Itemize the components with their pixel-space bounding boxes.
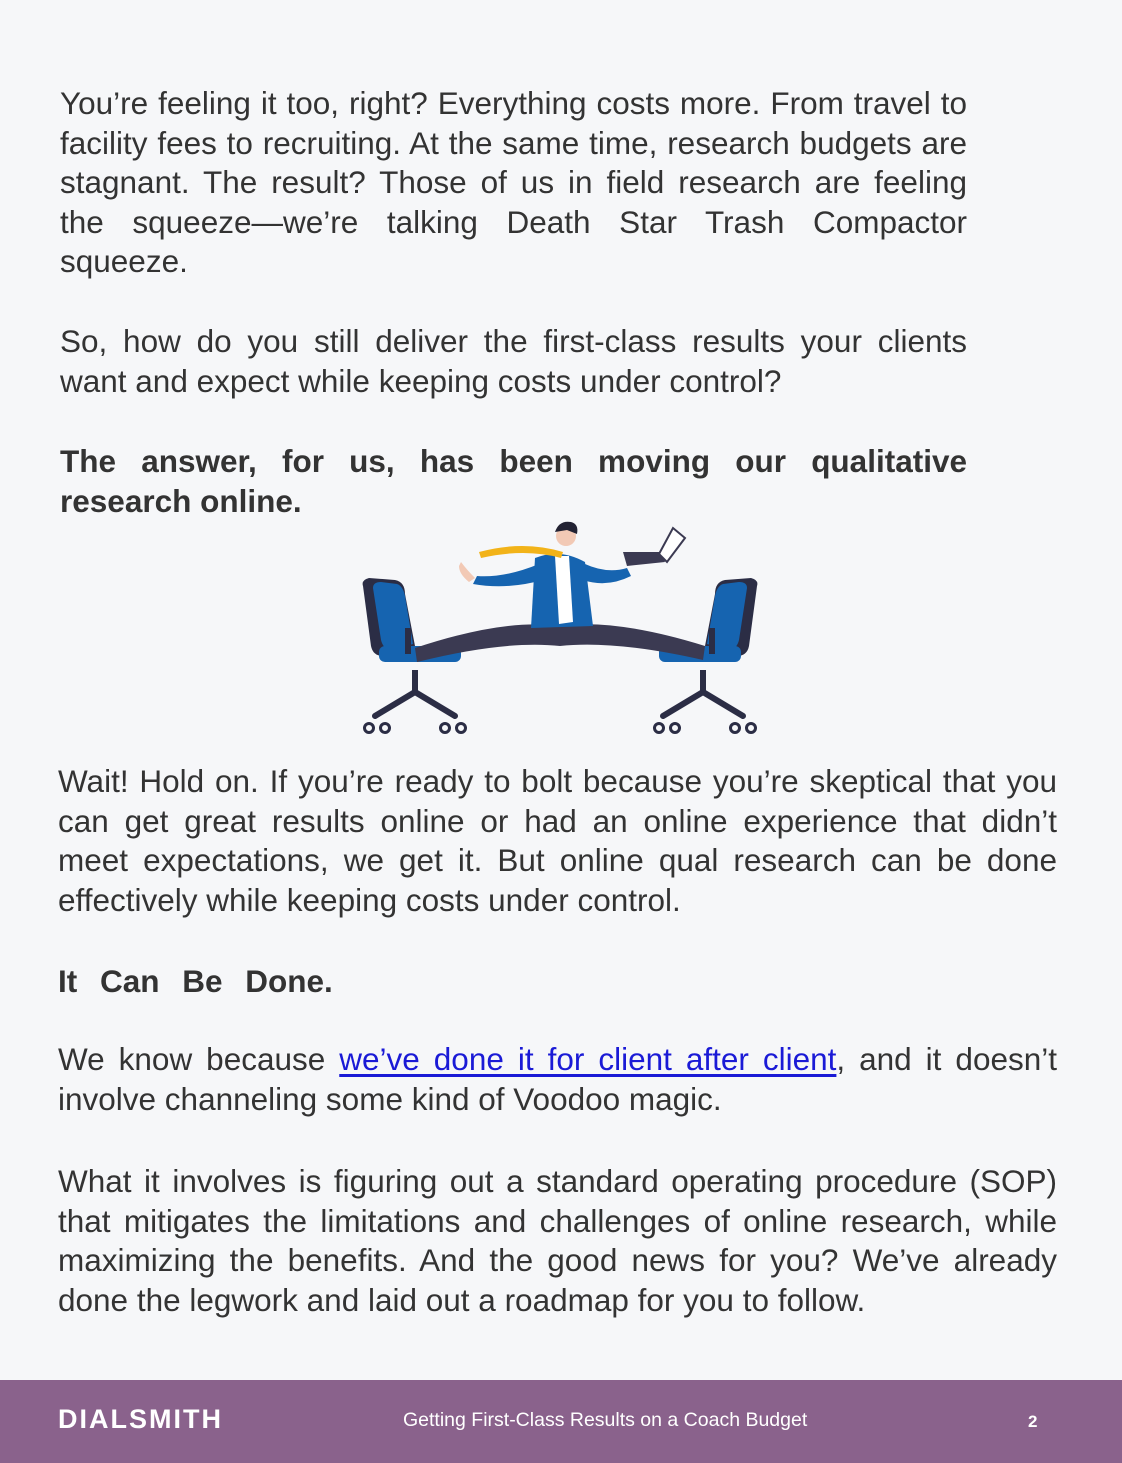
proof-text-after: , and it doesn’t involve channeling some kind of Voodoo magic. <box>58 1041 1057 1117</box>
proof-paragraph <box>58 1040 1057 1119</box>
right-chair-icon <box>655 578 758 733</box>
intro-paragraph: You’re feeling it too, right? Everything costs more. From travel to facility fees to recruiting. At the same time, research budgets are stagnant. The result? Those of us in field research are feeling the squeeze—we’re talking Death Star Trash Compactor squeeze. <box>60 85 967 279</box>
dialsmith-logo: DIALSMITH <box>58 1404 223 1434</box>
footer-document-title: Getting First-Class Results on a Coach Budget <box>403 1409 808 1431</box>
laptop-icon <box>623 528 685 566</box>
section-heading: It Can Be Done. <box>58 963 333 999</box>
left-chair-icon <box>363 578 466 733</box>
reassurance-paragraph: Wait! Hold on. If you’re ready to bolt because you’re skeptical that you can get great results online or had an online experience that didn’t meet expectations, we get it. But online qual research can be done effectively while keeping costs under control. <box>58 763 1057 918</box>
answer-paragraph: The answer, for us, has been moving our qualitative research online. <box>60 443 967 519</box>
businessman-splits-icon <box>355 518 765 740</box>
businessman-chairs-illustration <box>355 518 765 740</box>
page-number: 2 <box>1028 1412 1038 1431</box>
page-footer <box>0 1380 1122 1463</box>
client-results-link[interactable]: we’ve done it for client after client <box>339 1041 837 1077</box>
sop-paragraph: What it involves is figuring out a standard operating procedure (SOP) that mitigates the limitations and challenges of online research, while maximizing the benefits. And the good news for you? We’ve already done the legwork and laid out a roadmap for you to follow. <box>58 1163 1057 1318</box>
proof-text-before: We know because <box>58 1041 340 1077</box>
question-paragraph: So, how do you still deliver the first-class results your clients want and expect while keeping costs under control? <box>60 323 967 399</box>
